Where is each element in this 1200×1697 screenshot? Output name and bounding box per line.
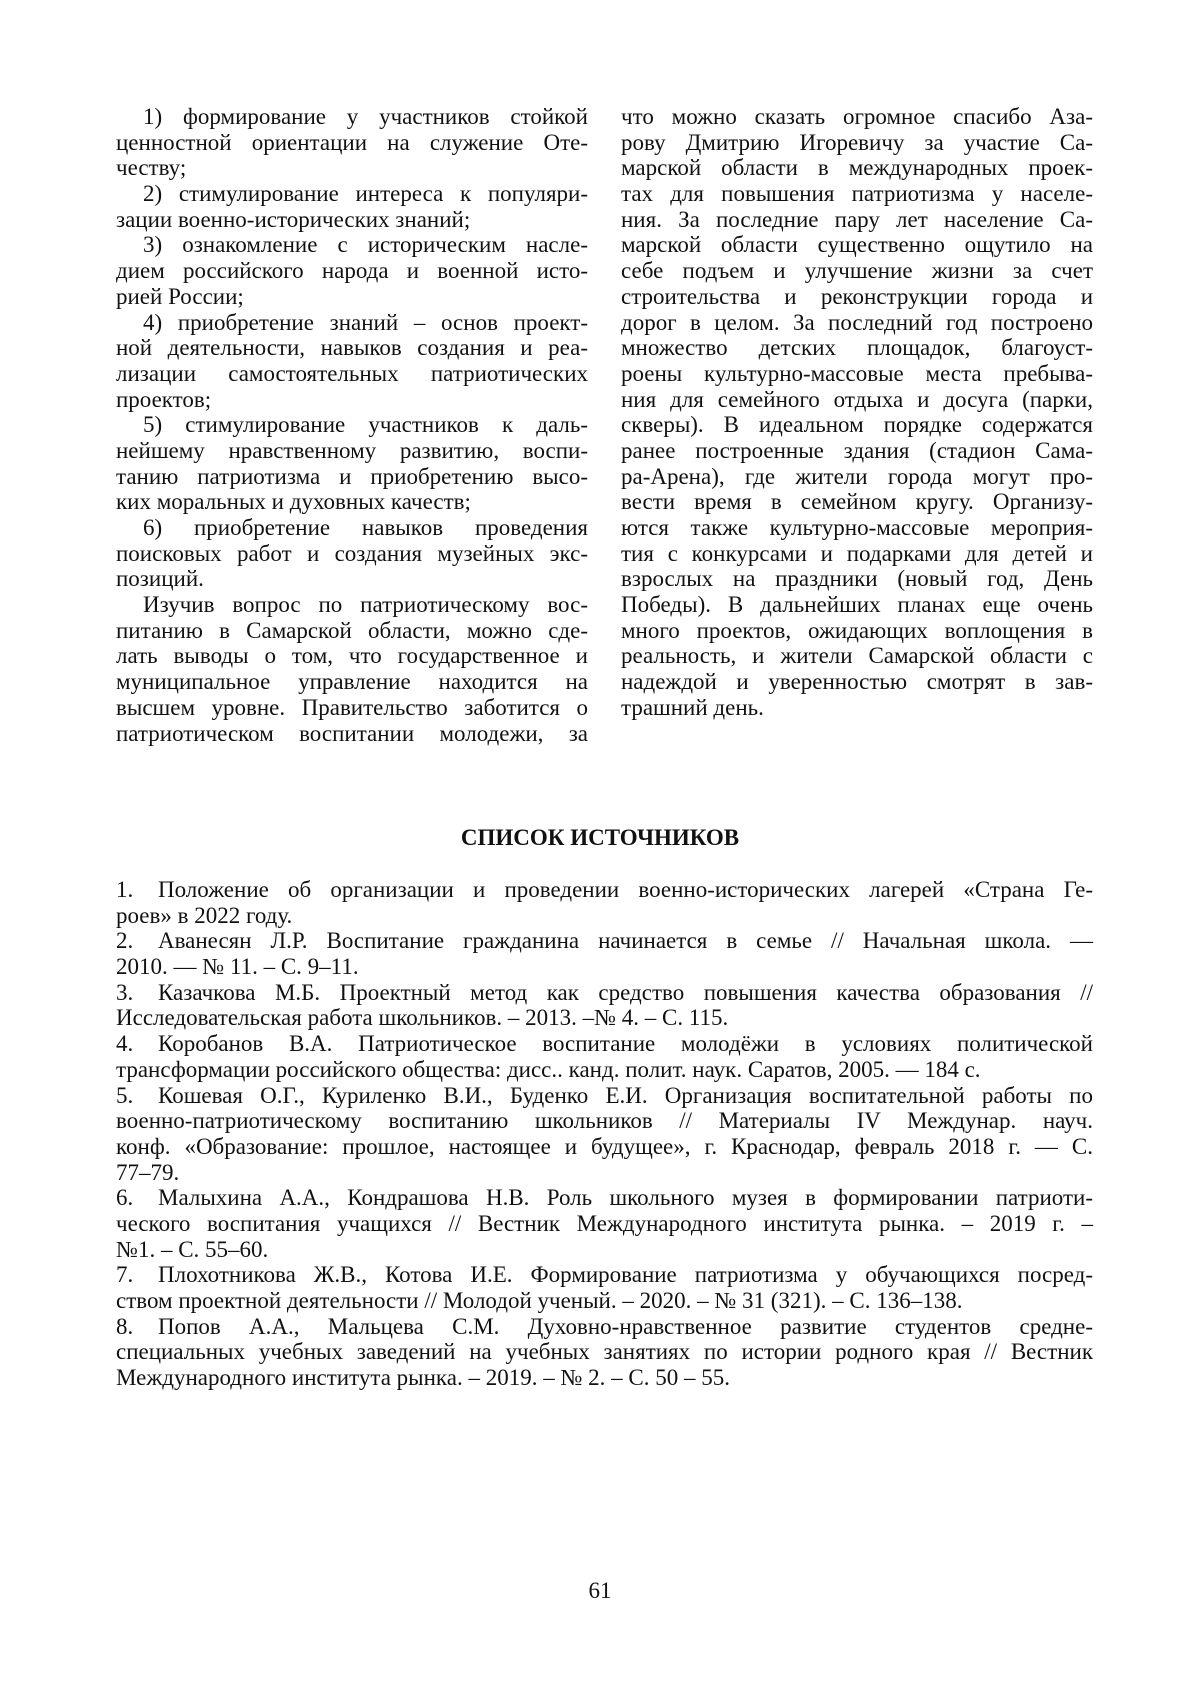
right-column [621,104,1093,721]
text-line: Изучив вопрос по патриотическому вос- [143,592,588,618]
text-line: себе подъем и улучшение жизни за счет [621,258,1093,284]
source-line: Исследовательская работа школьников. – 2013. –№ 4. – С. 115. [116,1005,729,1031]
source-item [116,928,1093,979]
text-line: ких моральных и духовных качеств; [116,489,471,515]
source-line: роев» в 2022 году. [116,902,293,928]
source-line: Коробанов В.А. Патриотическое воспитание молодёжи в условиях политической [158,1031,1093,1057]
text-line: ранее построенные здания (стадион Сама- [621,437,1093,463]
text-line: надеждой и уверенностью смотрят в зав- [621,669,1093,695]
page-number: 61 [588,1578,612,1603]
text-line: высшем уровне. Правительство заботится о [116,694,588,720]
text-line: дорог в целом. За последний год построено [621,309,1093,335]
source-item [116,1083,1093,1186]
source-line: Международного института рынка. – 2019. – № 2. – С. 50 – 55. [116,1365,730,1391]
text-line: рову Дмитрию Игоревичу за участие Са- [621,129,1093,155]
text-line: взрослых на праздники (новый год, День [621,566,1093,592]
text-line: дием российского народа и военной исто- [116,258,588,284]
source-number: 3. [116,979,134,1005]
text-line: ния для семейного отдыха и досуга (парки, [621,386,1093,412]
source-line: ством проектной деятельности // Молодой ученый. – 2020. – № 31 (321). – С. 136–138. [116,1288,963,1313]
source-line: Малыхина А.А., Кондрашова Н.В. Роль школьного музея в формировании патриоти- [158,1185,1093,1211]
text-line: нейшему нравственному развитию, воспи- [116,437,588,463]
source-line: Положение об организации и проведении военно-исторических лагерей «Страна Ге- [158,877,1093,902]
text-line: лать выводы о том, что государственное и [116,643,588,669]
source-line: 2010. — № 11. – С. 9–11. [116,954,359,980]
text-line: марской области в международных проек- [621,155,1093,181]
source-item [116,1314,1093,1391]
source-line: Кошевая О.Г., Куриленко В.И., Буденко Е.И. Организация воспитательной работы по [158,1082,1093,1108]
text-line: роены культурно-массовые места пребыва- [621,360,1093,386]
text-line: множество детских площадок, благоуст- [621,335,1093,361]
source-line: ческого воспитания учащихся // Вестник Международного института рынка. – 2019 г. – [116,1210,1093,1236]
text-line: лизации самостоятельных патриотических [116,360,588,386]
text-line: тах для повышения патриотизма у населе- [621,181,1093,207]
text-line: 2) стимулирование интереса к популяри- [143,181,588,207]
source-number: 2. [116,928,134,954]
text-line: тия с конкурсами и подарками для детей и [621,540,1093,566]
source-line: Аванесян Л.Р. Воспитание гражданина начинается в семье // Начальная школа. — [158,928,1093,954]
source-item [116,980,1093,1031]
text-line: 5) стимулирование участников к даль- [143,412,588,438]
text-line: танию патриотизма и приобретению высо- [116,463,588,489]
source-item [116,1185,1093,1262]
text-line: ной деятельности, навыков создания и реа- [116,335,588,361]
source-item [116,1262,1093,1313]
source-number: 5. [116,1082,134,1108]
source-number: 1. [116,877,134,902]
source-number: 4. [116,1031,134,1057]
text-line: скверы). В идеальном порядке содержатся [621,412,1093,438]
source-line: Казачкова М.Б. Проектный метод как средство повышения качества образования // [158,979,1093,1005]
sources-heading: СПИСОК ИСТОЧНИКОВ [460,825,740,850]
text-line: марской области существенно ощутило на [621,232,1093,258]
text-line: ра-Арена), где жители города могут про- [621,463,1093,489]
text-line: много проектов, ожидающих воплощения в [621,617,1093,643]
text-line: 3) ознакомление с историческим насле- [143,232,588,258]
text-line: Победы). В дальнейших планах еще очень [621,592,1093,618]
source-line: конф. «Образование: прошлое, настоящее и будущее», г. Краснодар, февраль 2018 г. — С. [116,1133,1093,1159]
text-line: 1) формирование у участников стойкой [143,104,588,129]
text-line: поисковых работ и создания музейных экс- [116,540,588,566]
source-number: 8. [116,1313,134,1339]
text-line: что можно сказать огромное спасибо Аза- [621,104,1093,129]
source-item [116,877,1093,928]
text-line: муниципальное управление находится на [116,669,588,695]
text-line: трашний день. [621,694,764,720]
source-number: 7. [116,1262,134,1288]
source-line: трансформации российского общества: дисс.. канд. полит. наук. Саратов, 2005. — 184 с. [116,1056,981,1082]
left-column [116,104,588,746]
text-line: ценностной ориентации на служение Оте- [116,129,588,155]
text-line: зации военно-исторических знаний; [116,206,471,232]
text-line: строительства и реконструкции города и [621,283,1093,309]
text-line: проектов; [116,386,212,412]
source-line: Попов А.А., Мальцева С.М. Духовно-нравственное развитие студентов средне- [158,1313,1093,1339]
text-line: 4) приобретение знаний – основ проект- [143,309,588,335]
source-line: военно-патриотическому воспитанию школьников // Материалы IV Междунар. науч. [116,1108,1093,1134]
text-line: ния. За последние пару лет население Са- [621,206,1093,232]
source-line: 77–79. [116,1159,180,1185]
source-line: специальных учебных заведений на учебных занятиях по истории родного края // Вестник [116,1339,1093,1365]
text-line: позиций. [116,566,204,592]
source-line: Плохотникова Ж.В., Котова И.Е. Формирование патриотизма у обучающихся посред- [158,1262,1093,1288]
text-line: патриотическом воспитании молодежи, за [116,720,588,746]
text-line: вести время в семейном кругу. Организу- [621,489,1093,515]
source-item [116,1031,1093,1082]
text-line: 6) приобретение навыков проведения [143,515,588,540]
sources-list [116,877,1093,1391]
source-number: 6. [116,1185,134,1211]
source-line: №1. – С. 55–60. [116,1236,269,1262]
text-line: ются также культурно-массовые мероприя- [621,515,1093,540]
text-line: честву; [116,155,187,181]
text-line: питанию в Самарской области, можно сде- [116,617,588,643]
text-line: рией России; [116,283,244,309]
text-line: реальность, и жители Самарской области с [621,643,1093,669]
